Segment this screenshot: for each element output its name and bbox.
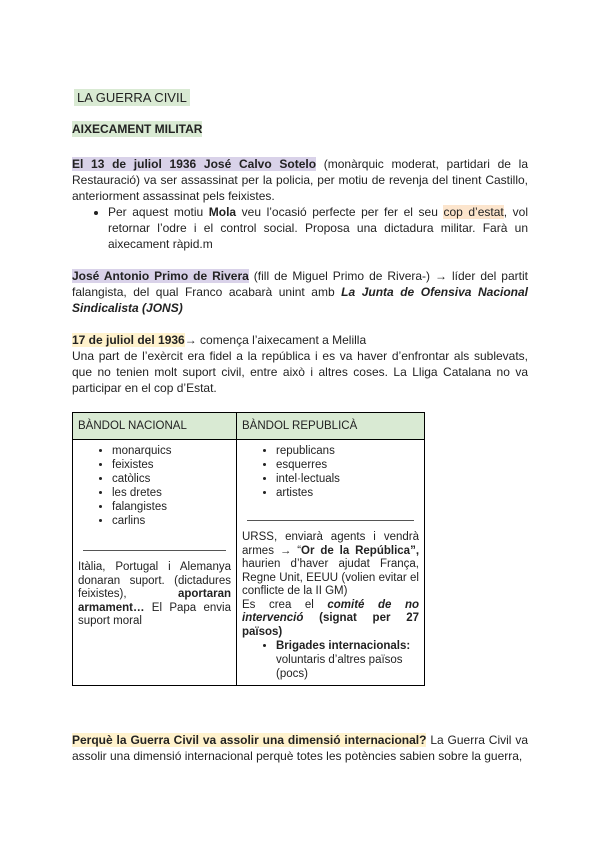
- paragraph-dimensio-internacional: Perquè la Guerra Civil va assolir una dimensió internacional? La Guerra Civil va assolir una dimensió internacional perquè totes les potències sabien sobre la guerra,: [72, 733, 528, 763]
- header-bandol-republica: BÀNDOL REPUBLICÀ: [237, 413, 425, 440]
- list-item: • falangistes: [112, 500, 231, 514]
- paragraph-primo-de-rivera: José Antonio Primo de Rivera (fill de Miguel Primo de Rivera-) → líder del partit falangista, del qual Franco acabarà unint amb La Junta de Ofensiva Nacional Sindicalista (JONS): [72, 269, 528, 315]
- list-item: • carlins: [112, 514, 231, 528]
- cell-bandol-republica: [237, 440, 425, 686]
- list-item: • artistes: [276, 486, 419, 500]
- list-item: • intel·lectuals: [276, 472, 419, 486]
- calvo-sotelo-date: El 13 de juliol 1936 José Calvo Sotelo: [72, 157, 317, 171]
- nacional-support-text: Itàlia, Portugal i Alemanya donaran suport. (dictadures feixistes), aportaran armament… El Papa envia suport moral: [78, 561, 231, 627]
- urss-text: URSS, enviarà agents i vendrà armes → “Or de la República”, haurien d’haver ajudat França, Regne Unit, EEUU (volien evitar el conflicte de la II GM): [242, 531, 420, 597]
- document-title: LA GUERRA CIVIL: [74, 90, 190, 105]
- paragraph-aixecament: 17 de juliol del 1936→ comença l’aixecament a Melilla Una part de l’exèrcit era fidel a la república i es va haver d’enfrontar als sublevats, que no tenien molt suport civil, entre això i altres coses. La Lliga Catalana no va participar en el cop d’Estat.: [72, 333, 528, 395]
- list-item: • Per aquest motiu Mola veu l’ocasió perfecte per fer el seu cop d’estat, vol retornar l’odre i el control social. Proposa una dictadura militar. Farà un aixecament ràpid.m: [108, 204, 528, 252]
- mola-bullet-list: [72, 204, 528, 252]
- comite-text: Es crea el comité de no intervenció (signat per 27 països): [242, 598, 419, 638]
- list-item: • les dretes: [112, 486, 231, 500]
- list-item: • feixistes: [112, 458, 231, 472]
- list-item: • republicans: [276, 444, 419, 458]
- section-heading: AIXECAMENT MILITAR: [72, 122, 203, 136]
- list-item: • catòlics: [112, 472, 231, 486]
- list-item: • monarquics: [112, 444, 231, 458]
- divider: [83, 550, 226, 551]
- republica-list: [242, 444, 419, 500]
- paragraph-calvo-sotelo: El 13 de juliol 1936 José Calvo Sotelo (monàrquic moderat, partidari de la Restauració) va ser assassinat per la policia, per motiu de revenja del tinent Castillo, anteriorment assassinat pels feixistes. • Per aquest motiu Mola veu l’ocasió perfecte per fer el seu cop d’estat, vol retornar l’odre i el control social. Proposa una dictadura militar. Farà un aixecament ràpid.m: [72, 156, 528, 252]
- list-item: • Brigades internacionals: voluntaris d’altres països (pocs): [276, 639, 419, 681]
- cell-bandol-nacional: [73, 440, 237, 686]
- divider: [247, 520, 414, 521]
- bandols-table: [72, 412, 425, 686]
- brigades-list: [242, 639, 419, 681]
- header-bandol-nacional: BÀNDOL NACIONAL: [73, 413, 237, 440]
- nacional-list: [78, 444, 231, 528]
- list-item: • esquerres: [276, 458, 419, 472]
